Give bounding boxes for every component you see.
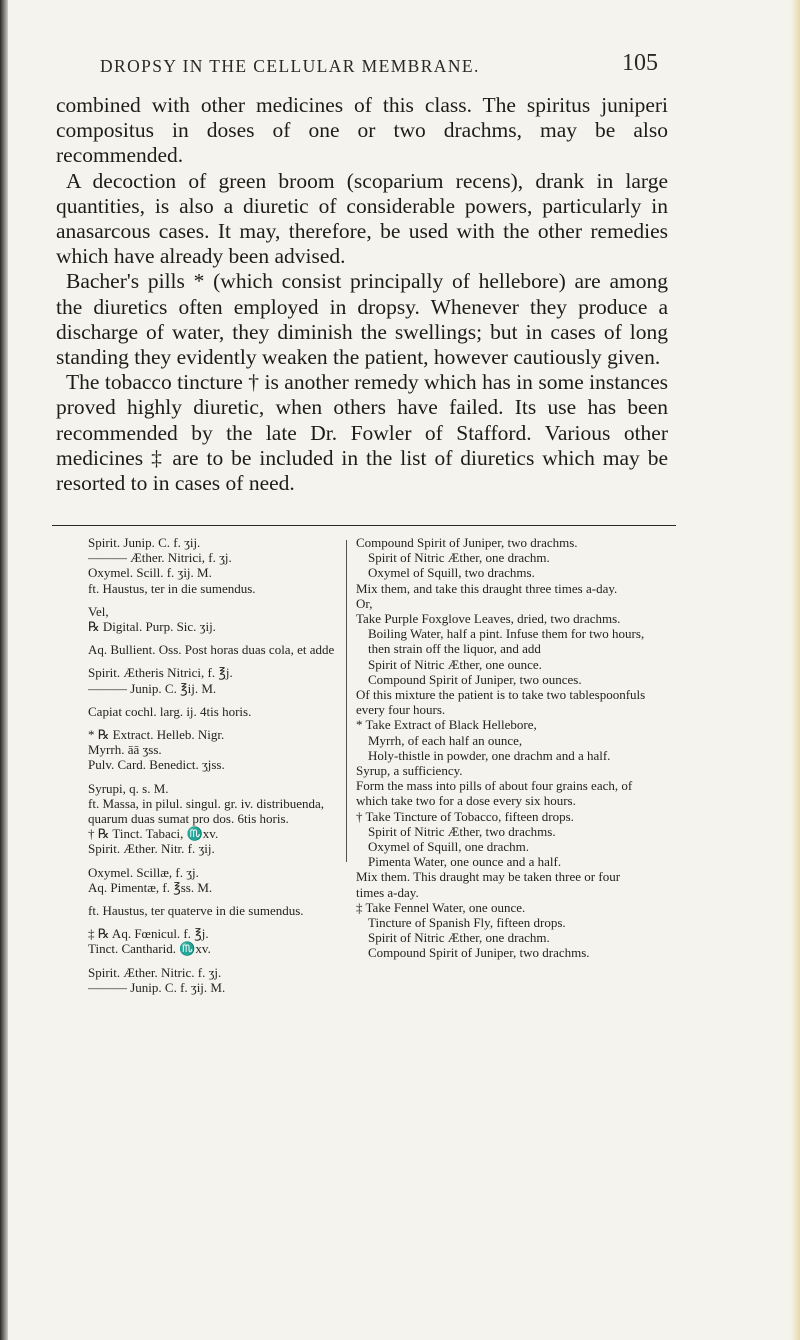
formula-line: ft. Massa, in pilul. singul. gr. iv. distribuenda, quarum duas sumat pro dos. 6tis horis. xyxy=(88,795,325,827)
formula-line: Boiling Water, half a pint. Infuse them for two hours, then strain off the liquor, and add xyxy=(368,626,645,657)
page-header xyxy=(48,50,658,80)
formula-line: Syrup, a sufficiency. xyxy=(356,763,463,779)
formula-line: Mix them, and take this draught three times a-day. xyxy=(356,580,618,596)
formula-line: † ℞ Tinct. Tabaci, ♏xv. xyxy=(88,826,219,842)
formula-line: ——— Junip. C. ℥ij. M. xyxy=(88,680,217,696)
spacer xyxy=(88,596,340,604)
paragraph: The tobacco tincture † is another remedy which has in some instances proved highly diuretic, when others have failed. Its use has been recommended by the late Dr. Fowler of Stafford. Various other medicines ‡ are to be included in the list of diuretics which may be resorted to in cases of need. xyxy=(56,370,668,496)
main-text xyxy=(56,93,668,496)
spacer xyxy=(88,895,340,903)
formula-line: * Take Extract of Black Hellebore, xyxy=(356,717,537,733)
formula-line: Mix them. This draught may be taken three or four times a-day. xyxy=(356,869,621,900)
formula-line: Oxymel of Squill, two drachms. xyxy=(368,565,535,581)
formula-line: Pimenta Water, one ounce and a half. xyxy=(368,854,562,870)
formula-line: * ℞ Extract. Helleb. Nigr. xyxy=(88,727,225,743)
formula-line: Aq. Bullient. Oss. Post horas duas cola, et adde xyxy=(88,642,335,658)
formula-line: Or, xyxy=(356,595,373,611)
formula-line: Compound Spirit of Juniper, two ounces. xyxy=(368,671,582,687)
formula-line: Oxymel. Scillæ, f. ʒj. xyxy=(88,864,199,880)
spacer xyxy=(88,773,340,781)
formula-line: Form the mass into pills of about four grains each, of which take two for a dose every six hours. xyxy=(356,778,633,809)
formula-line: Myrrh, of each half an ounce, xyxy=(368,732,523,748)
paragraph: A decoction of green broom (scoparium recens), drank in large quantities, is also a diuretic of considerable powers, particularly in anasarcous cases. It may, therefore, be used with the other remedies which have already been advised. xyxy=(56,168,668,269)
formula-line: ‡ ℞ Aq. Fœnicul. f. ℥j. xyxy=(88,926,209,942)
formula-line: ‡ Take Fennel Water, one ounce. xyxy=(356,899,526,915)
paragraph: combined with other medicines of this class. The spiritus juniperi compositus in doses of one or two drachms, may be also recommended. xyxy=(56,93,668,168)
formula-line: Spirit of Nitric Æther, one ounce. xyxy=(368,656,542,672)
page-right-edge xyxy=(790,0,800,1340)
formula-line: Spirit. Ætheris Nitrici, f. ℥j. xyxy=(88,665,233,681)
formula-line: Aq. Pimentæ, f. ℥ss. M. xyxy=(88,879,213,895)
latin-formulae-column xyxy=(88,535,340,995)
english-formulae-column xyxy=(356,535,648,961)
paragraph: Bacher's pills * (which consist principally of hellebore) are among the diuretics often employed in dropsy. Whenever they produce a discharge of water, they diminish the swellings; but in cases of long standing they evidently weaken the patient, however cautiously given. xyxy=(56,269,668,370)
spacer xyxy=(88,719,340,727)
formula-line: ℞ Digital. Purp. Sic. ʒij. xyxy=(88,619,216,635)
formula-line: Spirit of Nitric Æther, one drachm. xyxy=(368,930,550,946)
running-title: DROPSY IN THE CELLULAR MEMBRANE. xyxy=(100,56,480,76)
spacer xyxy=(88,634,340,642)
formula-line: Of this mixture the patient is to take two tablespoonfuls every four hours. xyxy=(356,687,646,718)
formula-line: Spirit. Æther. Nitric. f. ʒj. xyxy=(88,964,222,980)
spacer xyxy=(88,857,340,865)
formula-line: Tincture of Spanish Fly, fifteen drops. xyxy=(368,915,566,931)
formula-line: Vel, xyxy=(88,603,109,619)
formula-line: ——— Æther. Nitrici, f. ʒj. xyxy=(88,550,232,566)
formula-line: Take Purple Foxglove Leaves, dried, two drachms. xyxy=(356,611,621,627)
formula-line: Tinct. Cantharid. ♏xv. xyxy=(88,941,211,957)
formula-line: Capiat cochl. larg. ij. 4tis horis. xyxy=(88,703,252,719)
formula-line: Oxymel of Squill, one drachm. xyxy=(368,839,530,855)
page-number: 105 xyxy=(622,50,658,76)
column-divider xyxy=(346,540,347,862)
formula-line: Oxymel. Scill. f. ʒij. M. xyxy=(88,565,212,581)
spacer xyxy=(88,957,340,965)
formula-line: ——— Junip. C. f. ʒij. M. xyxy=(88,979,226,995)
formula-line: Spirit of Nitric Æther, two drachms. xyxy=(368,823,556,839)
page-binding-edge xyxy=(0,0,8,1340)
formula-line: ft. Haustus, ter in die sumendus. xyxy=(88,580,256,596)
formula-line: Compound Spirit of Juniper, two drachms. xyxy=(356,535,578,550)
formula-line: ft. Haustus, ter quaterve in die sumendus. xyxy=(88,903,304,919)
spacer xyxy=(88,696,340,704)
formula-line: † Take Tincture of Tobacco, fifteen drops. xyxy=(356,808,574,824)
formula-line: Myrrh. āā ʒss. xyxy=(88,742,162,758)
formula-line: Compound Spirit of Juniper, two drachms. xyxy=(368,945,590,961)
spacer xyxy=(88,918,340,926)
formula-line: Pulv. Card. Benedict. ʒjss. xyxy=(88,757,225,773)
formula-line: Spirit. Junip. C. f. ʒij. xyxy=(88,535,201,550)
spacer xyxy=(88,657,340,665)
section-rule xyxy=(52,525,676,526)
formula-line: Spirit of Nitric Æther, one drachm. xyxy=(368,550,550,566)
formula-line: Syrupi, q. s. M. xyxy=(88,780,169,796)
formula-line: Spirit. Æther. Nitr. f. ʒij. xyxy=(88,841,215,857)
formula-line: Holy-thistle in powder, one drachm and a half. xyxy=(368,747,611,763)
